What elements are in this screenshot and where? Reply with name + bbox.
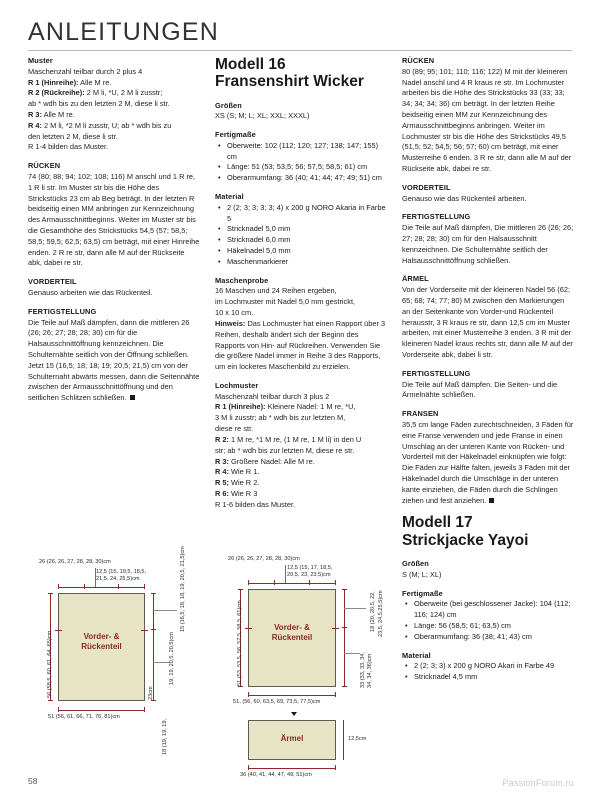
list-item: • Länge: 51 (53; 53,5; 56; 57,5; 58,5; 61) cm — [222, 162, 387, 173]
dim-label-sleeve-height: 12,5cm — [348, 736, 367, 742]
material-list — [402, 661, 574, 683]
section-heading-fransen: FRANSEN — [402, 409, 439, 419]
vorderteil-text: Genauso arbeiten wie das Rückenteil. — [28, 288, 153, 298]
list-item: • Oberweite (bei geschlossener Jacke): 104 (112; 116; 124) cm — [409, 599, 574, 621]
dim-tick — [48, 593, 53, 594]
material-list — [215, 203, 387, 268]
section-heading-material: Material — [402, 650, 431, 660]
section-ruecken-m16 — [402, 56, 574, 175]
dim-label-neck: 26 (26, 26, 27, 28, 28, 30)cm — [228, 556, 300, 562]
hinweis-text: Das Lochmuster hat einen Rapport über 3 Reihen, deshalb ändert sich der Beginn des Rapports von Hin- auf Rückreihen. Verwenden Sie die größere Nadel immer in Reihe 3 des Rapports, um ein lockeres Maschenbild zu erzielen. — [215, 318, 386, 372]
schematic-diagram-2 — [215, 540, 395, 778]
armhole-marker-left — [245, 628, 252, 629]
dim-tick — [309, 580, 310, 585]
shape-label-sleeve: Ärmel — [280, 734, 304, 743]
section-material — [215, 192, 387, 268]
dim-label-lower-1: 33 (33, 33, 34, — [360, 651, 366, 688]
dim-label-lower: 23cm — [148, 686, 154, 700]
leader-line — [285, 565, 286, 583]
list-item: • Stricknadel 6,0 mm — [222, 235, 387, 246]
section-heading-vorderteil: VORDERTEIL — [28, 277, 77, 287]
armhole-marker-right — [332, 628, 339, 629]
model-17-title — [402, 514, 574, 550]
page-title: ANLEITUNGEN — [28, 18, 220, 46]
list-item: • Maschenmarkierer — [222, 257, 387, 268]
list-item: • 2 (2; 3; 3) x 200 g NORO Akari in Farbe 49 — [409, 661, 574, 672]
maschenprobe-hinweis — [215, 319, 387, 373]
ruecken-text: 74 (80; 88; 94; 102; 108; 116) M anschl und 1 R re, 1 R li str. Im Muster str bis die Höhe des Strickstücks 23 cm ab Beg beträgt. In der letzten R beidseitig einen MM anbringen zur Kennzeichnung des Armausschnittbeginns. Weiter im Muster str bis die Gesamthöhe des Strickstücks 54,5 (57; 58,5; 58,5; 59,5; 62,5; 63,5) cm beträgt, mit einer Hinreihe enden. 2 R re str, dann alle M auf der Rückseite abk, dabei re str. — [28, 171, 200, 268]
fertigmasse-list — [402, 599, 574, 642]
lochmuster-line-0: Maschenzahl teilbar durch 3 plus 2 — [215, 391, 330, 401]
section-heading-muster: Muster — [28, 56, 53, 65]
dim-label-upper-1: 18 (20, 20,5, 22, — [370, 591, 376, 632]
dim-label-lower-2: 34, 34, 36)cm — [367, 653, 373, 688]
dim-tick — [238, 589, 243, 590]
list-item: • Länge: 56 (58,5; 61; 63,5) cm — [409, 621, 574, 632]
shape-front-back-panel — [248, 589, 336, 687]
lochmuster-line-9: R 6: Wie R 3 — [215, 488, 258, 498]
dim-label-neck: 26 (26, 26, 27, 28, 28, 30)cm — [39, 559, 111, 565]
dim-tick — [248, 692, 249, 697]
model-number: Modell 17 — [402, 514, 473, 532]
dim-label-shoulder-2: 20,5, 23, 23,5)cm — [287, 572, 331, 578]
section-heading-ruecken: RÜCKEN — [28, 161, 61, 171]
dim-tick — [274, 580, 275, 585]
lochmuster-line-8: R 5; Wie R 2. — [215, 478, 260, 488]
fertigstellung-body: Die Teile auf Maß dämpfen, dann die mittleren 26 (26; 26; 27; 28; 28; 30) cm für die Halsausschnittöffnung kennzeichnen. Die Schulternähte seitlich von der Öffnung schließen. Jetzt 15 (16,5; 18; 18; 19; 20,5; 21,5) cm von der Schulternaht abwärts messen, dann die Seitennähte zwischen der Armausschnittöffnung und den seitlichen Schlitzen schließen. — [28, 317, 200, 403]
muster-line-4: R 3: Alle M re. — [28, 109, 75, 119]
dim-line-top — [58, 587, 145, 588]
dim-tick — [342, 686, 347, 687]
dim-label-mid-1: 18 (19, 19, 19, — [162, 718, 168, 755]
section-heading-maschenprobe: Maschenprobe — [215, 275, 269, 285]
muster-line-2: R 2 (Rückreihe): 2 M li, *U, 2 M li zusstr; — [28, 88, 163, 98]
groessen-value: XS (S; M; L; XL; XXL; XXXL) — [215, 111, 310, 121]
section-heading-groessen: Größen — [215, 100, 242, 110]
dim-tick — [151, 700, 156, 701]
lochmuster-line-7: R 4: Wie R 1. — [215, 467, 260, 477]
list-item: • Häkelnadel 5,0 mm — [222, 246, 387, 257]
dim-label-total-height: 56 (58,5, 60, 61, 64, 65)cm — [47, 630, 53, 698]
dim-tick — [335, 765, 336, 770]
muster-line-1: R 1 (Hinreihe): Alle M re. — [28, 77, 112, 87]
groessen-value: S (M; L; XL) — [402, 569, 442, 579]
section-heading-fertigstellung-2: FERTIGSTELLUNG — [402, 368, 471, 378]
vorderteil-text: Genauso wie das Rückenteil arbeiten. — [402, 193, 527, 203]
leader-line — [153, 662, 170, 663]
leader-line — [344, 608, 366, 609]
section-ruecken — [28, 161, 200, 269]
section-lochmuster — [215, 381, 387, 511]
section-fertigstellung — [28, 307, 200, 404]
section-heading-fertigstellung: FERTIGSTELLUNG — [402, 212, 471, 222]
section-heading-fertigstellung: FERTIGSTELLUNG — [28, 306, 97, 316]
row-label-r2: R 2 (Rückreihe): — [28, 88, 85, 98]
armhole-marker-right — [141, 630, 148, 631]
section-groessen — [215, 101, 387, 123]
fransen-text — [402, 420, 574, 507]
arrow-down-icon — [291, 712, 297, 716]
fertigstellung-2-text: Die Teile auf Maß dämpfen. Die Seiten- und die Ärmelnähte schließen. — [402, 379, 558, 400]
dim-label-bottom: 51 (56, 61, 66, 71, 76, 81)cm — [48, 714, 120, 720]
fertigstellung-text — [28, 318, 200, 405]
end-marker-icon — [130, 395, 135, 400]
header-divider — [28, 50, 572, 51]
section-fertigmasse — [215, 130, 387, 184]
lochmuster-line-4: R 2: 1 M re, *1 M re, (1 M re, 1 M li) in den U — [215, 434, 362, 444]
muster-line-0: Maschenzahl teilbar durch 2 plus 4 — [28, 66, 143, 76]
dim-label-shoulder-1: 12,5 (15, 19,5, 18,5, — [96, 569, 147, 575]
section-aermel — [402, 274, 574, 360]
dim-tick — [151, 593, 156, 594]
dim-label-sleeve-bottom: 36 (40, 41, 44, 47, 49, 51)cm — [240, 772, 312, 778]
ruecken-text: 80 (89; 95; 101; 110; 116; 122) M mit der kleineren Nadel anschl und 4 R kraus re str. Im Lochmuster arbeiten bis die Höhe des Strickstücks 33 (33; 33; 34; 34; 34; 36) cm beträgt. In der letzten Reihe beidseitig einen MM zur Kennzeichnung des Armausschnittbeginns anbringen. Weiter im Lochmuster str bis die Höhe des Strickstücks 49,5 (51,5; 52; 54,5; 56; 57; 60) cm beträgt, mit einer Musterreihe 6 enden. 3 R re str, dann alle M auf der Rückseite abk, dabei re str. — [402, 66, 572, 174]
shape-label-line2: Rückenteil — [271, 633, 313, 642]
dim-tick — [335, 580, 336, 585]
muster-line-3: ab * wdh bis zu den letzten 2 M, diese li str. — [28, 99, 170, 109]
schematic-diagram-1 — [28, 540, 203, 755]
list-item: • Stricknadel 5,0 mm — [222, 224, 387, 235]
dim-tick — [248, 765, 249, 770]
section-heading-aermel: ÄRMEL — [402, 274, 429, 284]
lochmuster-line-3: diese re str. — [215, 424, 254, 434]
dim-line-bottom — [248, 695, 336, 696]
section-muster — [28, 56, 200, 153]
shape-sleeve-panel — [248, 720, 336, 760]
dim-tick — [144, 584, 145, 589]
dim-label-mid-2: 19, 19, 20,5, 20,5)cm — [169, 632, 175, 685]
lochmuster-line-10: R 1-6 bilden das Muster. — [215, 499, 296, 509]
dim-tick — [238, 686, 243, 687]
section-heading-fertigmasse: Fertigmaße — [215, 130, 256, 140]
hinweis-label: Hinweis: — [215, 318, 246, 328]
dim-tick — [335, 692, 336, 697]
dim-line-bottom — [58, 710, 145, 711]
column-2 — [215, 56, 387, 519]
dim-tick — [342, 589, 347, 590]
dim-tick — [58, 584, 59, 589]
maschenprobe-line-0: 16 Maschen und 24 Reihen ergeben, — [215, 286, 337, 296]
list-item: • 2 (2; 3; 3; 3; 3; 4) x 200 g NORO Akaria in Farbe 5 — [222, 203, 387, 225]
end-marker-icon — [489, 498, 494, 503]
section-heading-ruecken: RÜCKEN — [402, 56, 435, 65]
column-3 — [402, 56, 574, 691]
list-item: • Stricknadel 4,5 mm — [409, 672, 574, 683]
section-heading-vorderteil: VORDERTEIL — [402, 182, 451, 192]
fertigstellung-text: Die Teile auf Maß dämpfen, Die mittleren 26 (26; 26; 27; 28; 28; 30) cm für den Halsausschnitt kennzeichnen. Die Schulternähte seitlich der Halsausschnittöffnung schließen. — [402, 223, 574, 265]
row-label-r1: R 1 (Hinreihe): — [215, 402, 266, 412]
section-heading-lochmuster: Lochmuster — [215, 380, 259, 390]
model-16-title — [215, 56, 387, 92]
list-item: • Oberweite: 102 (112; 120; 127; 138; 147; 155) cm — [222, 141, 387, 163]
column-1 — [28, 56, 200, 412]
row-label-r5: R 5; — [215, 478, 229, 488]
section-fertigstellung-1 — [402, 212, 574, 266]
dim-line-top — [248, 583, 336, 584]
dim-label-shoulder-2: 21,5, 24, 25,5)cm — [96, 576, 140, 582]
section-vorderteil-m16 — [402, 183, 574, 205]
dim-label-total-height: 51 (53, 53,5, 56, 57,5, 58,5, 61)cm — [237, 600, 243, 686]
leader-line — [153, 610, 177, 611]
maschenprobe-line-2: 10 x 10 cm. — [215, 308, 254, 318]
lochmuster-line-5: str; ab * wdh bis zur letzten M, diese re str. — [215, 445, 355, 455]
shape-front-back-panel — [58, 593, 145, 701]
lochmuster-line-6: R 3: Größere Nadel: Alle M re. — [215, 456, 315, 466]
lochmuster-line-2: 3 M li zusstr; ab * wdh bis zur letzten M, — [215, 413, 346, 423]
armhole-marker-left — [55, 630, 62, 631]
section-vorderteil — [28, 277, 200, 299]
fransen-body: 35,5 cm lange Fäden zurechtschneiden, 3 Fäden für eine Franse verwenden und jede Franse in einen Umschlag an der unteren Kante von Rücken- und Vorderteil mit der Häkelnadel einknüpfen wie folgt: Die Fäden zur Hälfte falten, jeweils 3 Fäden mit der Häkelnadel durch die Umschläge in der unteren kante einziehen, die Fäden durch die Schlingen ziehen und fest anziehen. — [402, 419, 574, 505]
dim-label-shoulder-1: 12,5 (15, 17, 18,5, — [287, 565, 333, 571]
section-heading-groessen: Größen — [402, 558, 429, 568]
list-item: • Oberarmumfang: 36 (38; 41; 43) cm — [409, 632, 574, 643]
dim-label-bottom: 51, (56, 60, 63,5, 69, 73,5, 77,5)cm — [233, 699, 321, 705]
leader-line — [344, 653, 360, 654]
row-label-r6: R 6: — [215, 488, 229, 498]
dim-label-armhole: 15 (16,5, 18, 18, 19, 20,5, 21,5)cm — [180, 546, 186, 632]
dim-line-sleeve-right — [343, 720, 344, 760]
row-label-r4: R 4: — [215, 467, 229, 477]
row-label-r1: R 1 (Hinreihe): — [28, 77, 79, 87]
muster-line-6: den letzten 2 M, diese li str. — [28, 131, 118, 141]
model-name: Strickjacke Yayoi — [402, 531, 529, 549]
row-label-r3: R 3: — [215, 456, 229, 466]
muster-line-5: R 4: 2 M li, *2 M li zusstr, U; ab * wdh bis zu — [28, 120, 172, 130]
row-label-r3: R 3: — [28, 109, 42, 119]
watermark: PassionForum.ru — [502, 778, 574, 788]
section-maschenprobe — [215, 276, 387, 373]
fertigmasse-list — [215, 141, 387, 184]
model-name: Fransenshirt Wicker — [215, 73, 364, 91]
aermel-text: Von der Vorderseite mit der kleineren Nadel 56 (62; 65; 68; 74; 77; 80) M zwischen den Markierungen an der Seitenkante von Vorder-und Rückenteil herausstr, 3 R kraus re str, dann 12,5 cm im Muster arbeiten, mit einer Musterreihe 3 enden. 3 R mit der kleineren Nadel kraus rechts str, dann alle M auf der Vorderseite abk, dabei li str. — [402, 285, 573, 359]
section-heading-material: Material — [215, 192, 244, 202]
page-header — [28, 18, 572, 47]
dim-line-sleeve-bottom — [248, 768, 336, 769]
shape-label-line2: Rückenteil — [81, 642, 122, 651]
section-groessen-m17 — [402, 559, 574, 581]
page-number: 58 — [28, 776, 38, 786]
section-heading-fertigmasse: Fertigmaße — [402, 588, 443, 598]
dim-tick — [48, 700, 53, 701]
dim-line-right-lower — [344, 628, 345, 687]
dim-tick — [84, 584, 85, 589]
shape-label-line1: Vorder- & — [83, 632, 120, 641]
section-fransen — [402, 409, 574, 506]
row-label-r2: R 2: — [215, 434, 229, 444]
lochmuster-line-1: R 1 (Hinreihe): Kleinere Nadel: 1 M re, *U, — [215, 402, 356, 412]
dim-tick — [248, 580, 249, 585]
dim-line-right-upper — [153, 593, 154, 630]
row-label-r4: R 4: — [28, 120, 42, 130]
section-fertigstellung-2 — [402, 369, 574, 401]
dim-tick — [118, 584, 119, 589]
maschenprobe-line-1: im Lochmuster mit Nadel 5,0 mm gestrickt, — [215, 297, 356, 307]
list-item: • Oberarmumfang: 36 (40; 41; 44; 47; 49; 51) cm — [222, 173, 387, 184]
muster-line-7: R 1-4 bilden das Muster. — [28, 142, 109, 152]
dim-tick — [58, 707, 59, 712]
dim-label-upper-2: 23,5, 24,5,25,5)cm — [378, 590, 384, 637]
section-material-m17 — [402, 651, 574, 683]
shape-label-line1: Vorder- & — [274, 623, 310, 632]
model-number: Modell 16 — [215, 56, 286, 73]
dim-tick — [144, 707, 145, 712]
section-fertigmasse-m17 — [402, 589, 574, 643]
